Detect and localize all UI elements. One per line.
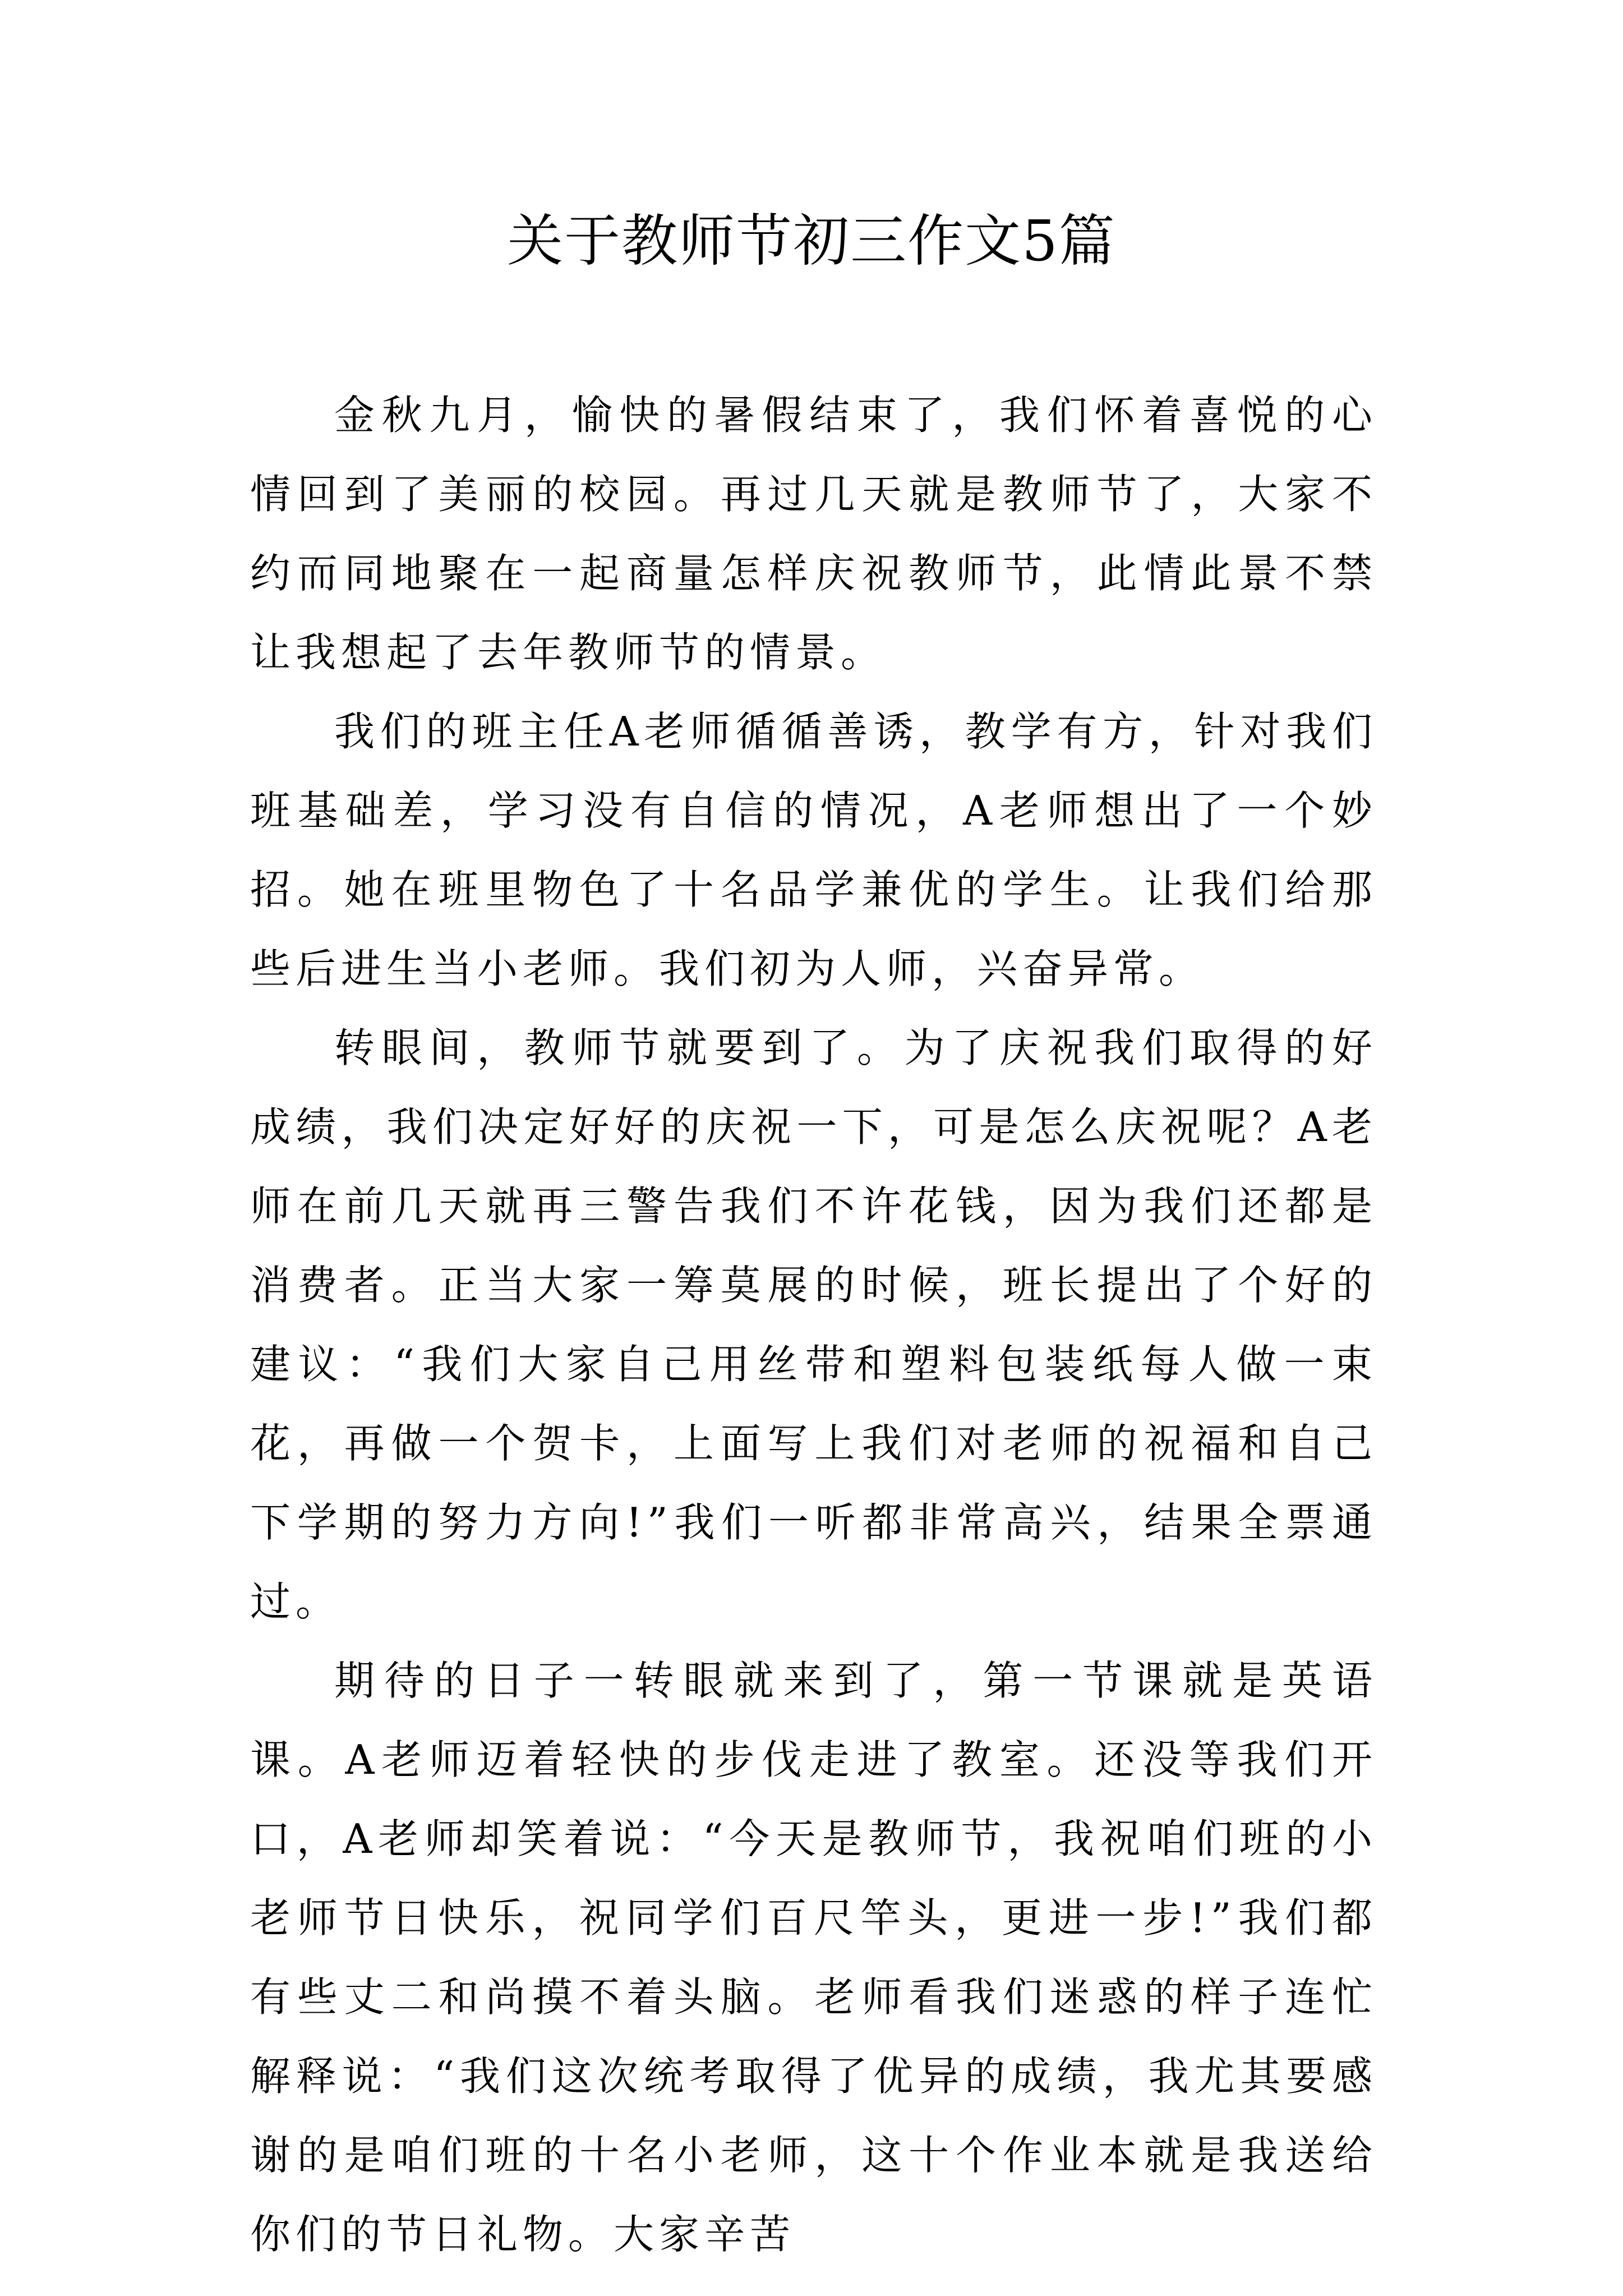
- paragraph-2: 我们的班主任A老师循循善诱，教学有方，针对我们班基础差，学习没有自信的情况，A老师想出了一个妙招。她在班里物色了十名品学兼优的学生。让我们给那些后进生当小老师。我们初为人师，兴奋异常。: [250, 708, 1377, 992]
- paragraph-1: 金秋九月，愉快的暑假结束了，我们怀着喜悦的心情回到了美丽的校园。再过几天就是教师节了，大家不约而同地聚在一起商量怎样庆祝教师节，此情此景不禁让我想起了去年教师节的情景。: [250, 392, 1377, 676]
- paragraph-4: 期待的日子一转眼就来到了，第一节课就是英语课。A老师迈着轻快的步伐走进了教室。还没等我们开口，A老师却笑着说：“今天是教师节，我祝咱们班的小老师节日快乐，祝同学们百尺竿头，更进一步!”我们都有些丈二和尚摸不着头脑。老师看我们迷惑的样子连忙解释说：“我们这次统考取得了优异的成绩，我尤其要感谢的是咱们班的十名小老师，这十个作业本就是我送给你们的节日礼物。大家辛苦: [250, 1657, 1377, 2258]
- document-body: [250, 376, 1377, 2274]
- paragraph-3: 转眼间，教师节就要到了。为了庆祝我们取得的好成绩，我们决定好好的庆祝一下，可是怎么庆祝呢？A老师在前几天就再三警告我们不许花钱，因为我们还都是消费者。正当大家一筹莫展的时候，班长提出了个好的建议：“我们大家自己用丝带和塑料包装纸每人做一束花，再做一个贺卡，上面写上我们对老师的祝福和自己下学期的努力方向!”我们一听都非常高兴，结果全票通过。: [250, 1024, 1377, 1625]
- document-title: 关于教师节初三作文5篇: [507, 208, 1116, 274]
